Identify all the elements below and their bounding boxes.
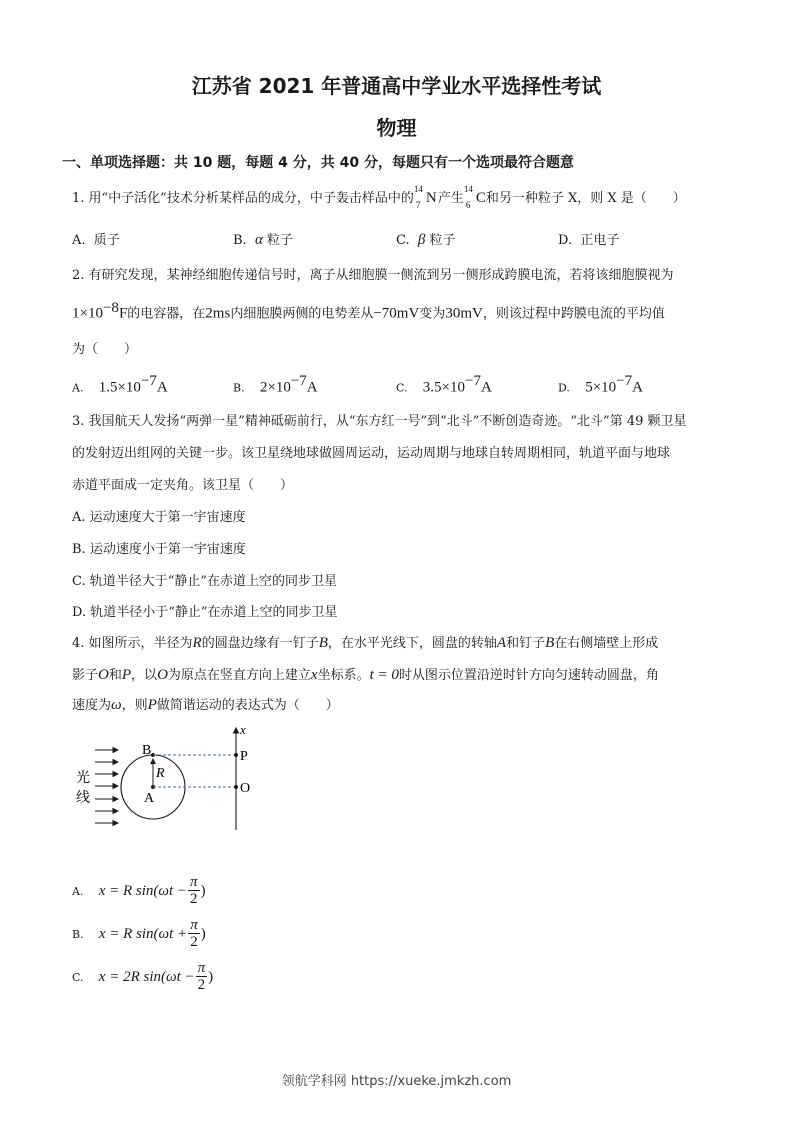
q3-option-d[interactable]: D. 轨道半径小于“静止”在赤道上空的同步卫星 <box>72 605 338 620</box>
q2-line-1: 2. 有研究发现，某神经细胞传递信号时，离子从细胞膜一侧流到另一侧形成跨膜电流，若将该细胞膜视为 <box>72 268 674 283</box>
q2-option-a[interactable]: A. $1.5\times 10^{-7}A$ <box>72 373 168 396</box>
q4-line-2: 影子O和P，以O为原点在竖直方向上建立x坐标系。t = 0时从图示位置沿逆时针方向匀速转动圆盘，角 <box>72 667 659 683</box>
label-b: B <box>142 743 152 758</box>
q4-option-c[interactable]: C. x = 2R sin(ωt − $\frac{\pi}{2}$ ) <box>72 960 214 993</box>
label-a: A <box>144 791 155 806</box>
shadow-point-o <box>234 785 238 789</box>
q1-option-a[interactable]: A. 质子 <box>72 233 120 248</box>
q2-option-c[interactable]: C. $3.5\times 10^{-7}A$ <box>396 373 492 396</box>
q2-line-3: 为（ ） <box>72 342 138 357</box>
q1-option-c[interactable]: C. β 粒子 <box>396 232 456 248</box>
q3-line-1: 3. 我国航天人发扬“两弹一星”精神砥砺前行，从“东方红一号”到“北斗”不断创造奇迹。“北斗”第 49 颗卫星 <box>72 414 687 429</box>
subject-title: 物理 <box>376 116 417 140</box>
q2-line-2: $1\times 10^{-8}F$的电容器，在2ms内细胞膜两侧的电势差从−70mV变为30mV，则该过程中跨膜电流的平均值 <box>72 300 665 322</box>
q1-stem: 1. 用“中子活化”技术分析某样品的成分，中子轰击样品中的 14 7 N产生 14 6 C和另一种粒子 X，则 X 是（ ） <box>72 184 686 210</box>
shadow-point-p <box>234 753 238 757</box>
q4-figure <box>70 722 270 834</box>
q1-option-d[interactable]: D. 正电子 <box>558 233 620 248</box>
light-rays <box>95 750 118 823</box>
q4-line-3: 速度为ω，则P做简谐运动的表达式为（ ） <box>72 697 339 713</box>
label-x: x <box>240 722 246 737</box>
q3-line-2: 的发射迈出组网的关键一步。该卫星绕地球做圆周运动，运动周期与地球自转周期相同，轨道平面与地球 <box>72 446 671 461</box>
q2-option-d[interactable]: D. $5\times 10^{-7}A$ <box>558 373 643 396</box>
footer-watermark[interactable]: 领航学科网 https://xueke.jmkzh.com <box>281 1074 512 1089</box>
q4-line-1: 4. 如图所示，半径为R的圆盘边缘有一钉子B，在水平光线下，圆盘的转轴A和钉子B在右侧墙壁上形成 <box>72 635 659 651</box>
light-label-1: 光 <box>76 770 90 786</box>
label-o: O <box>240 781 251 796</box>
q3-option-b[interactable]: B. 运动速度小于第一宇宙速度 <box>72 542 246 557</box>
q4-option-b[interactable]: B. x = R sin(ωt + $\frac{\pi}{2}$ ) <box>72 917 206 950</box>
q3-option-a[interactable]: A. 运动速度大于第一宇宙速度 <box>72 510 246 525</box>
q2-option-b[interactable]: B. $2\times 10^{-7}A$ <box>233 373 318 396</box>
q4-option-a[interactable]: A. x = R sin(ωt − $\frac{\pi}{2}$ ) <box>72 874 206 907</box>
label-p: P <box>240 749 248 764</box>
q1-option-b[interactable]: B. α 粒子 <box>233 232 293 248</box>
exam-title: 江苏省 2021 年普通高中学业水平选择性考试 <box>191 74 602 98</box>
light-label-2: 线 <box>76 790 90 806</box>
q3-option-c[interactable]: C. 轨道半径大于“静止”在赤道上空的同步卫星 <box>72 574 338 589</box>
label-r: R <box>156 766 165 781</box>
section-heading: 一、单项选择题：共 10 题，每题 4 分，共 40 分，每题只有一个选项最符合题意 <box>62 155 574 171</box>
q3-line-3: 赤道平面成一定夹角。该卫星（ ） <box>72 478 294 493</box>
